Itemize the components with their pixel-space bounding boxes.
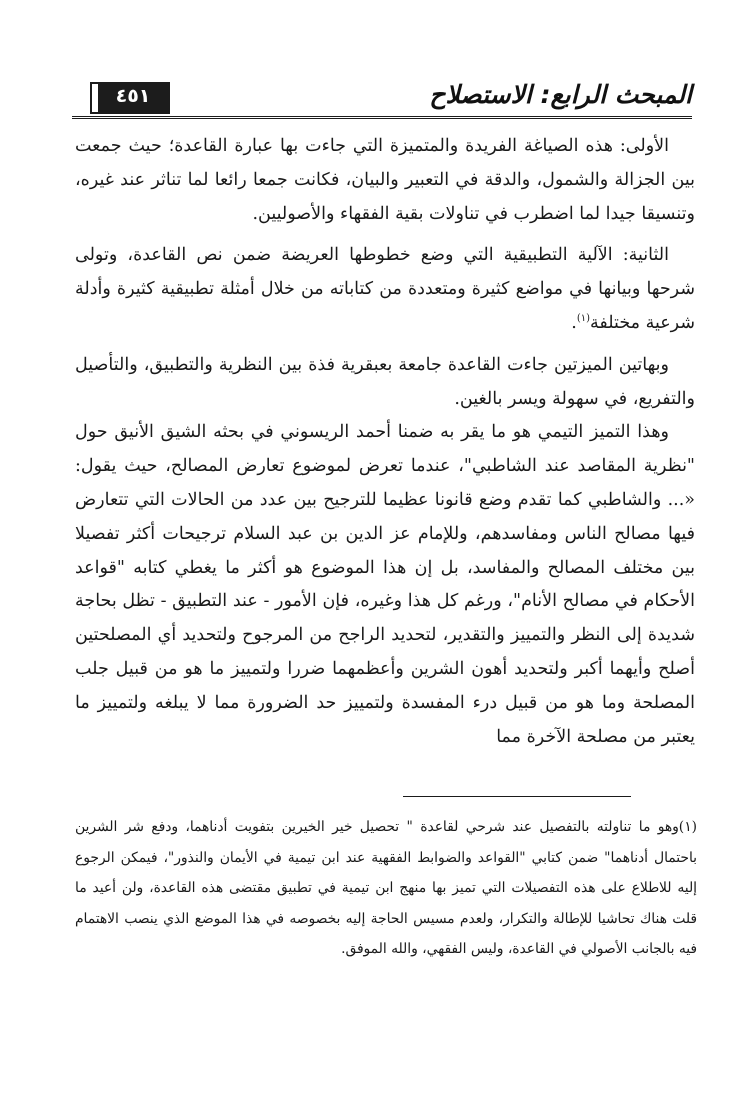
footnote-1-number: (١) <box>678 819 697 835</box>
footnote-1 <box>75 812 697 965</box>
footnotes-section <box>75 812 697 965</box>
paragraph-combination: وبهاتين الميزتين جاءت القاعدة جامعة بعبقرية فذة بين النظرية والتطبيق، والتأصيل والتفريع، في سهولة ويسر بالغين. <box>75 354 695 409</box>
footnote-1-text: وهو ما تناولته بالتفصيل عند شرحي لقاعدة " تحصيل خير الخيرين بتفويت أدناهما، ودفع شر الشرين باحتمال أدناهما" ضمن كتابي "القواعد والضوابط الفقهية عند ابن تيمية في الأيمان والنذور"، فيمكن الرجوع إليه للاطلاع على هذه التفصيلات التي تميز بها منهج ابن تيمية في تطبيق مقتضى هذه القاعدة، ولن أعيد ما قلت هناك تحاشيا للإطالة والتكرار، ولعدم مسيس الحاجة إليه بخصوصه في هذا الموضع الذي ينصب الاهتمام فيه بالجانب الأصولي في القاعدة، وليس الفقهي، والله الموفق. <box>75 819 697 958</box>
footnote-reference-1[interactable]: (١) <box>576 313 591 325</box>
main-text <box>75 130 695 754</box>
page-number-badge <box>92 84 168 112</box>
paragraph-second-feature <box>75 239 695 340</box>
paragraph-gap <box>75 231 695 239</box>
running-title: المبحث الرابع: الاستصلاح <box>429 80 692 109</box>
paragraph-second-feature-end: . <box>571 312 577 333</box>
paragraph-second-feature-text: الثانية: الآلية التطبيقية التي وضع خطوطها العريضة ضمن نص القاعدة، وتولى شرحها وبيانها في مواضع كثيرة ومتعددة من كتاباته من خلال أمثلة تطبيقية كثيرة وأدلة شرعية مختلفة <box>75 245 695 333</box>
page-number: ٤٥١ <box>115 85 151 107</box>
paragraph-gap <box>75 341 695 349</box>
header-divider <box>72 116 692 119</box>
paragraph-raysouni-quote: وهذا التميز التيمي هو ما يقر به ضمنا أحمد الريسوني في بحثه الشيق الأنيق حول "نظرية المقاصد عند الشاطبي"، عندما تعرض لموضوع تعارض المصالح، حيث يقول: «... والشاطبي كما تقدم وضع قانونا عظيما للترجيح بين عدد من الحالات التي تتعارض فيها مصالح الناس ومفاسدهم، وللإمام عز الدين بن عبد السلام ترجيحات أكثر تفصيلا بين مختلف المصالح والمفاسد، بل إن هذا الموضوع هو أكثر ما يغطي كتابه "قواعد الأحكام في مصالح الأنام"، ورغم كل هذا وغيره، فإن الأمور - عند التطبيق - تظل بحاجة شديدة إلى النظر والتمييز والتقدير، لتحديد الراجح من المرجوح ولتحديد أي المصلحتين أصلح وأيهما أكبر ولتحديد أهون الشرين وأعظمهما ضررا ولتمييز ما هو من قبيل جلب المصلحة وما هو من قبيل درء المفسدة ولتمييز حد الضرورة مما لا يبلغه ولتمييز ما يعتبر من مصلحة الآخرة مما <box>75 422 695 747</box>
paragraph-first-feature: الأولى: هذه الصياغة الفريدة والمتميزة التي جاءت بها عبارة القاعدة؛ حيث جمعت بين الجزالة والشمول، والدقة في التعبير والبيان، فكانت جمعا رائعا لما تناثر عند غيره، وتنسيقا جيدا لما اضطرب في تناولات بقية الفقهاء والأصوليين. <box>75 136 695 224</box>
page-header <box>72 78 692 122</box>
footnote-separator <box>403 796 631 797</box>
